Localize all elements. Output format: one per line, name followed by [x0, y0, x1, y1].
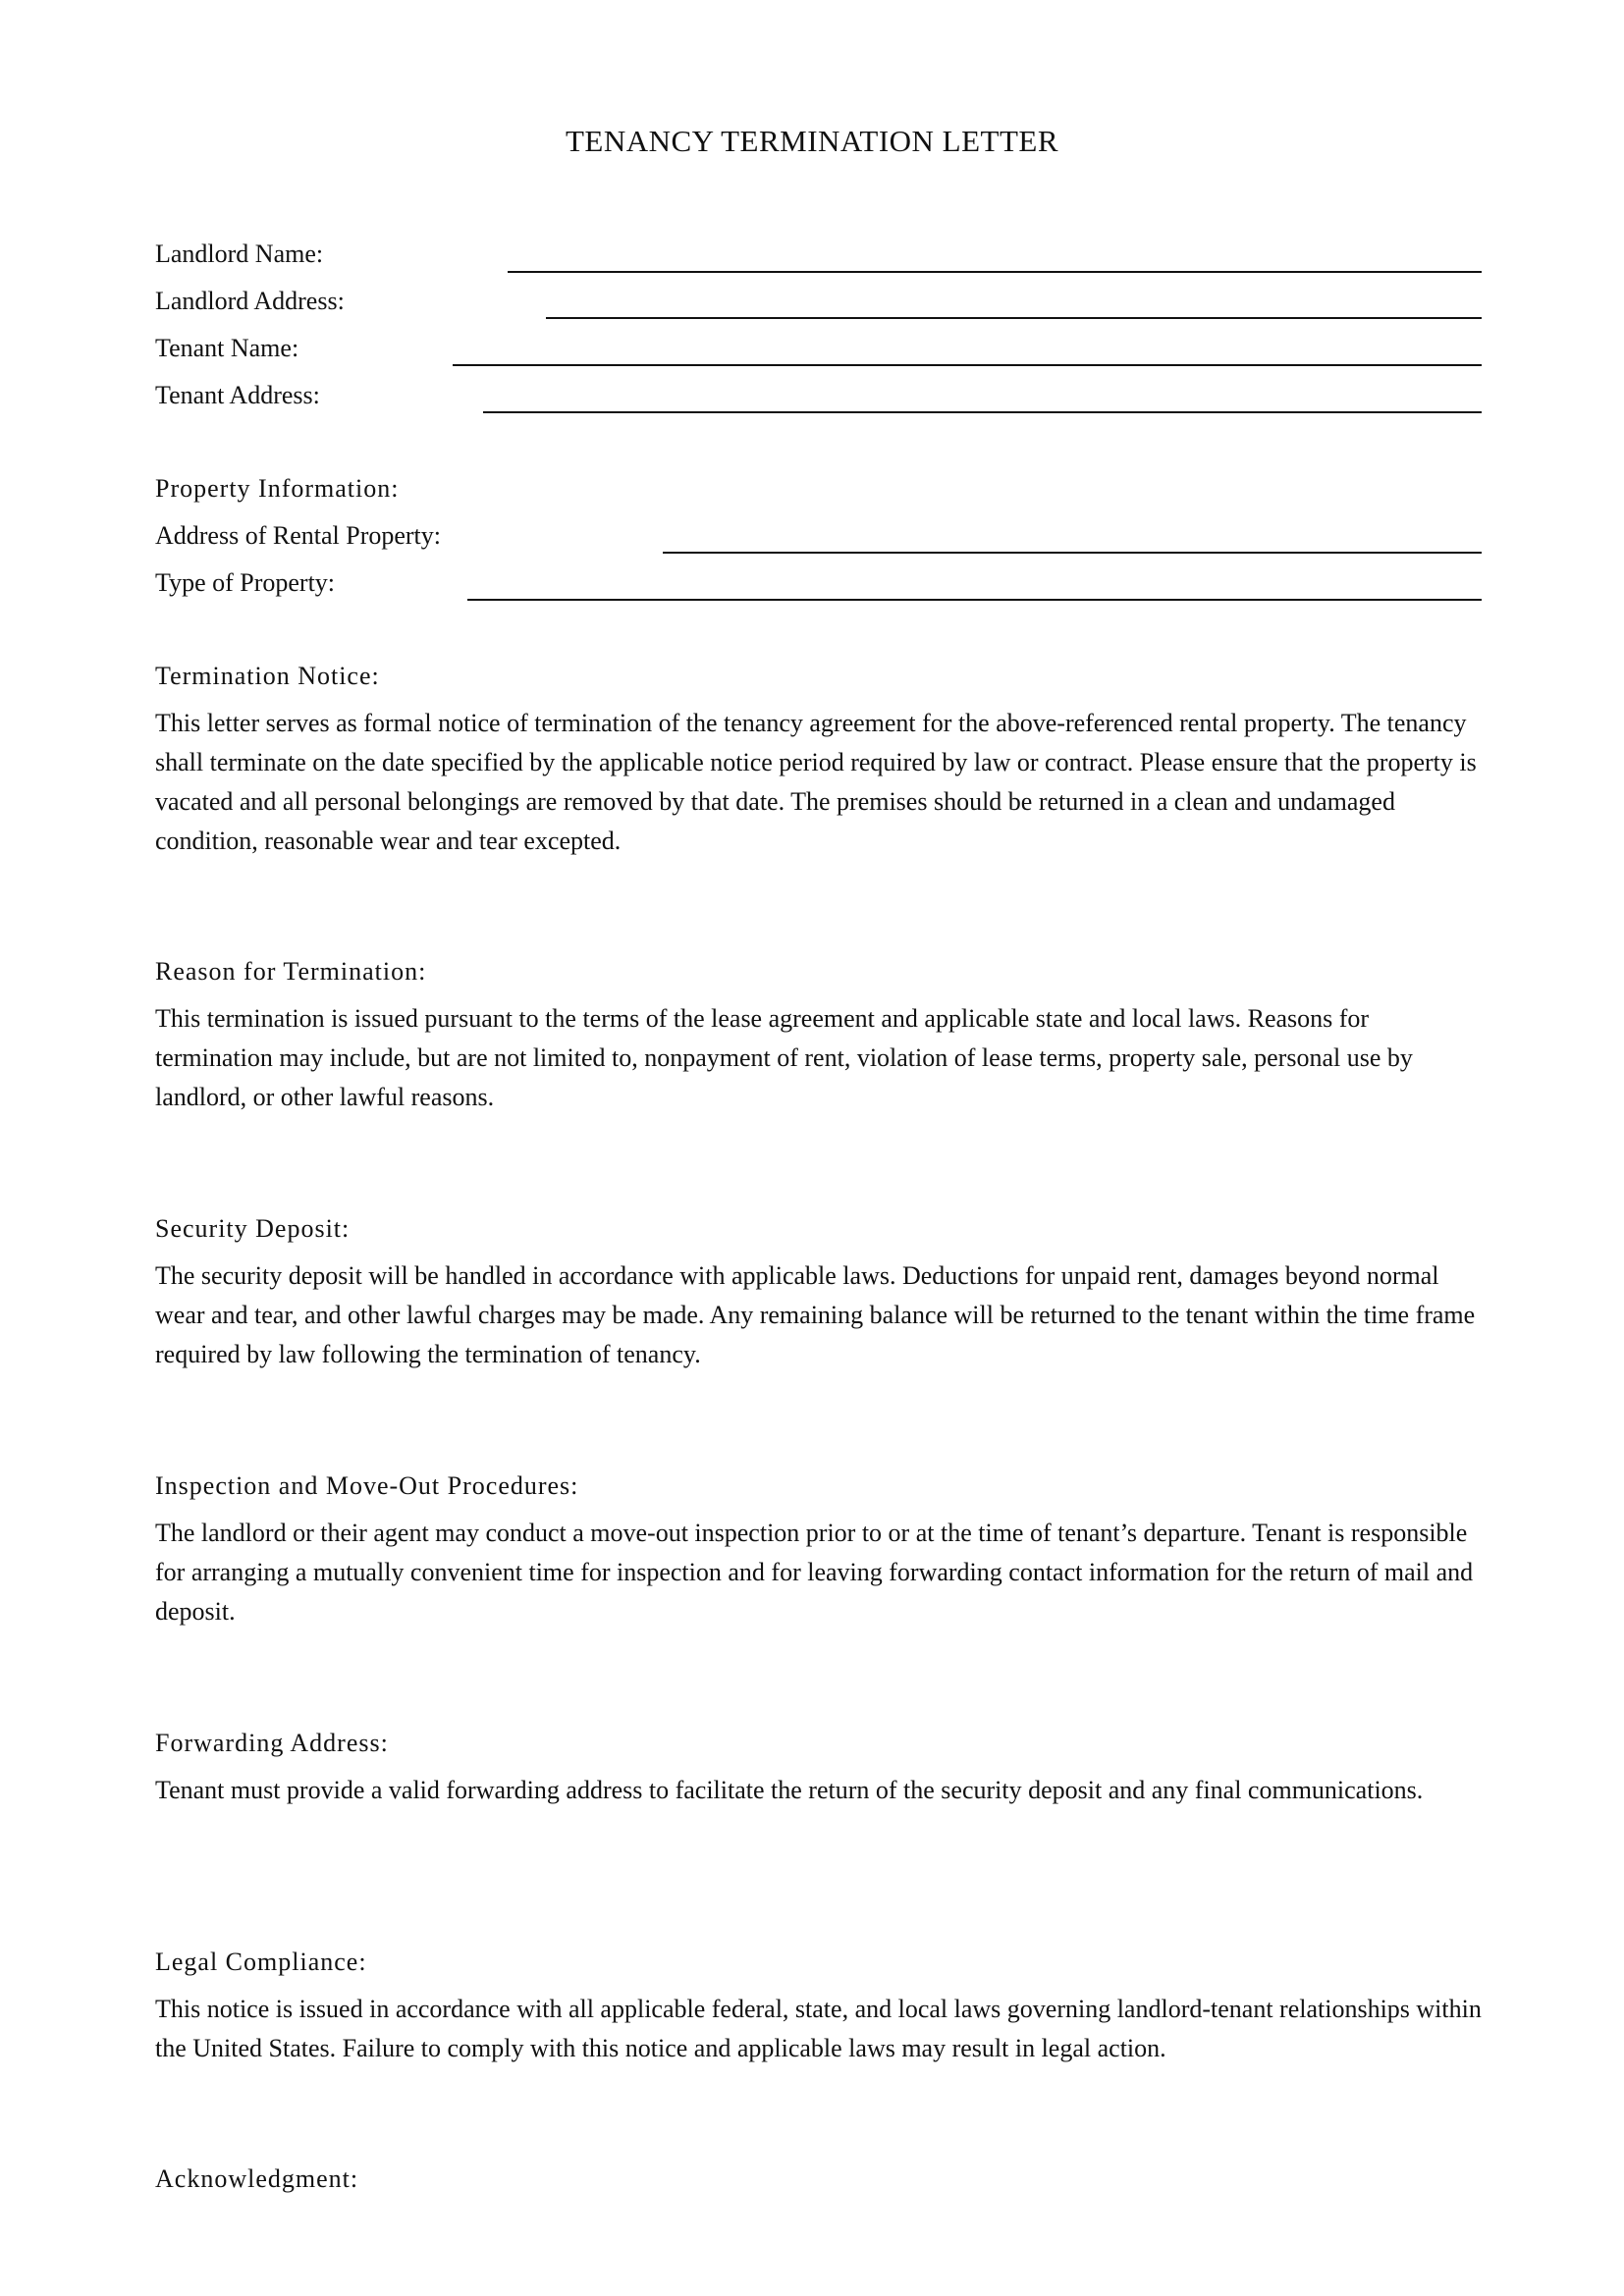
landlord-address-line[interactable] [546, 317, 1482, 319]
forwarding-address-heading: Forwarding Address: [155, 1729, 389, 1757]
acknowledgment-heading: Acknowledgment: [155, 2164, 359, 2193]
property-type-label: Type of Property: [155, 568, 336, 597]
tenant-name-label: Tenant Name: [155, 334, 299, 362]
tenant-name-line[interactable] [453, 364, 1482, 366]
reason-for-termination-heading: Reason for Termination: [155, 957, 427, 986]
forwarding-address-body: Tenant must provide a valid forwarding address to facilitate the return of the security deposit and any final communications. [155, 1776, 1424, 1804]
security-deposit-heading: Security Deposit: [155, 1214, 351, 1243]
termination-notice-body: This letter serves as formal notice of termination of the tenancy agreement for the above-referenced rental property. The tenancy shall terminate on the date specified by the applicable notice period required by law or contract. Please ensure that the property is vacated and all personal belongings are removed by that date. The premises should be returned in a clean and undamaged condition, reasonable wear and tear excepted. [155, 709, 1477, 855]
legal-compliance-body: This notice is issued in accordance with all applicable federal, state, and local laws governing landlord-tenant relationships within the United States. Failure to comply with this notice and applicable laws may result in legal action. [155, 1995, 1482, 2062]
security-deposit-body: The security deposit will be handled in accordance with applicable laws. Deductions for unpaid rent, damages beyond normal wear and tear, and other lawful charges may be made. Any remaining balance will be returned to the tenant within the time frame required by law following the termination of tenancy. [155, 1261, 1476, 1368]
document-title: TENANCY TERMINATION LETTER [565, 124, 1059, 158]
termination-notice-heading: Termination Notice: [155, 662, 380, 690]
rental-property-address-label: Address of Rental Property: [155, 521, 442, 550]
landlord-name-label: Landlord Name: [155, 240, 324, 268]
inspection-procedures-body: The landlord or their agent may conduct a move-out inspection prior to or at the time of tenant’s departure. Tenant is responsible for arranging a mutually convenient time for inspection and for leaving forwarding contact information for the return of mail and deposit. [155, 1519, 1474, 1626]
inspection-procedures-heading: Inspection and Move-Out Procedures: [155, 1471, 579, 1500]
property-information-heading: Property Information: [155, 474, 400, 503]
landlord-name-line[interactable] [508, 271, 1482, 273]
tenant-address-line[interactable] [483, 411, 1482, 413]
reason-for-termination-body: This termination is issued pursuant to the terms of the lease agreement and applicable state and local laws. Reasons for termination may include, but are not limited to, nonpayment of rent, violation of lease terms, property sale, personal use by landlord, or other lawful reasons. [155, 1004, 1413, 1111]
property-type-line[interactable] [467, 599, 1482, 601]
landlord-address-label: Landlord Address: [155, 287, 345, 315]
tenant-address-label: Tenant Address: [155, 381, 320, 409]
legal-compliance-heading: Legal Compliance: [155, 1948, 367, 1976]
rental-property-address-line[interactable] [663, 552, 1482, 554]
